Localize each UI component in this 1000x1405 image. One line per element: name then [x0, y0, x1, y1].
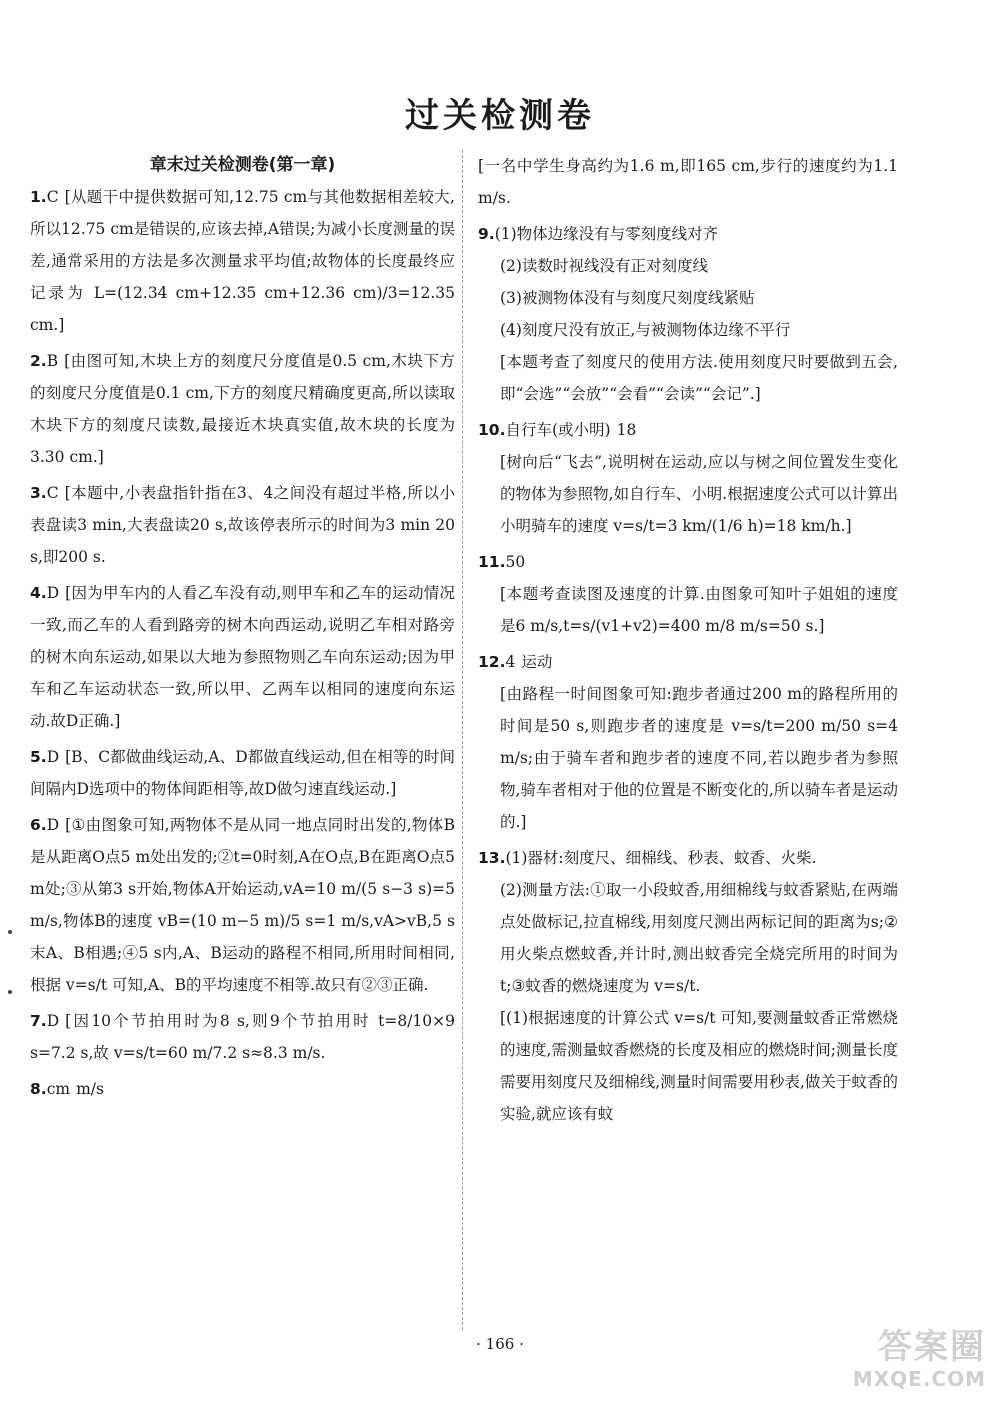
left-answer-list: [30, 181, 455, 1105]
item-number: 4.: [30, 584, 47, 602]
section-title: 章末过关检测卷(第一章): [149, 155, 336, 175]
answer-item: [30, 577, 455, 737]
answer-item: [478, 546, 898, 642]
left-column: [30, 150, 455, 1109]
item-number: 11.: [478, 553, 506, 571]
item-number: 5.: [30, 748, 47, 766]
item-sub-line: (2)测量方法:①取一小段蚊香,用细棉线与蚊香紧贴,在两端点处做标记,拉直棉线,用刻度尺测出两标记间的距离为s;②用火柴点燃蚊香,并计时,测出蚊香完全烧完所用的时间为t;③蚊香的燃烧速度为 v=s/t.: [500, 881, 898, 995]
item-answer: 4: [505, 653, 516, 671]
answer-item: [30, 1005, 455, 1069]
item-answer: D: [46, 1012, 60, 1030]
item-sub-line: (4)刻度尺没有放正,与被测物体边缘不平行: [500, 321, 791, 339]
answer-item: [478, 150, 898, 214]
item-number: 1.: [30, 188, 47, 206]
item-text: [本题中,小表盘指针指在3、4之间没有超过半格,所以小表盘读3 min,大表盘读20 s,故该停表所示的时间为3 min 20 s,即200 s.: [30, 484, 455, 566]
item-number: 12.: [478, 653, 506, 671]
item-text: (1)器材:刻度尺、细棉线、秒表、蚊香、火柴.: [505, 849, 817, 867]
item-text: [一名中学生身高约为1.6 m,即165 cm,步行的速度约为1.1 m/s.: [478, 157, 898, 207]
item-answer: cm: [46, 1080, 71, 1098]
right-column: [478, 150, 898, 1134]
page-number: · 166 ·: [476, 1335, 524, 1353]
item-number: 13.: [478, 849, 506, 867]
item-answer: D: [46, 816, 60, 834]
answer-item: [30, 1073, 455, 1105]
item-answer: C: [46, 188, 59, 206]
item-number: 10.: [478, 421, 506, 439]
item-sub-line: (3)被测物体没有与刻度尺刻度线紧贴: [500, 289, 755, 307]
item-answer: 50: [505, 553, 526, 571]
item-answer: C: [46, 484, 59, 502]
item-explanation: [本题考查读图及速度的计算.由图象可知叶子姐姐的速度是6 m/s,t=s/(v1+v2)=400 m/8 m/s=50 s.]: [500, 585, 898, 635]
item-answer: B: [46, 352, 59, 370]
item-answer: 自行车(或小明): [505, 421, 611, 439]
item-number: 2.: [30, 352, 47, 370]
item-explanation: [(1)根据速度的计算公式 v=s/t 可知,要测量蚊香正常燃烧的速度,需测量蚊香燃烧的长度及相应的燃烧时间;测量长度需要用刻度尺及细棉线,测量时间需要用秒表,做关于蚊香的实验,就应该有蚊: [500, 1009, 898, 1123]
item-number: 7.: [30, 1012, 47, 1030]
item-text: [因为甲车内的人看乙车没有动,则甲车和乙车的运动情况一致,而乙车的人看到路旁的树木向西运动,说明乙车相对路旁的树木向东运动,如果以大地为参照物则乙车向东运动;因为甲车和乙车运动状态一致,所以甲、乙两车以相同的速度向东运动.故D正确.]: [30, 584, 455, 730]
watermark-text-en: MXQE.COM: [852, 1367, 986, 1391]
margin-mark: [8, 990, 12, 994]
item-explanation: [树向后“飞去”,说明树在运动,应以与树之间位置发生变化的物体为参照物,如自行车、小明.根据速度公式可以计算出小明骑车的速度 v=s/t=3 km/(1/6 h)=18 km/h.]: [500, 453, 898, 535]
answer-item: [30, 809, 455, 1001]
answer-item: [30, 477, 455, 573]
item-number: 9.: [478, 225, 495, 243]
item-text: [从题干中提供数据可知,12.75 cm与其他数据相差较大,所以12.75 cm是错误的,应该去掉,A错误;为减小长度测量的误差,通常采用的方法是多次测量求平均值;故物体的长度最终应记录为 L=(12.34 cm+12.35 cm+12.36 cm)/3=12.35 cm.]: [30, 188, 455, 334]
item-text: [因10个节拍用时为8 s,则9个节拍用时 t=8/10×9 s=7.2 s,故 v=s/t=60 m/7.2 s≈8.3 m/s.: [30, 1012, 455, 1062]
answer-item: [478, 414, 898, 542]
item-text: 18: [616, 421, 637, 439]
item-text: (1)物体边缘没有与零刻度线对齐: [494, 225, 719, 243]
watermark-logo: [836, 1327, 986, 1391]
right-answer-list: [478, 150, 898, 1130]
answer-item: [30, 345, 455, 473]
item-answer: D: [46, 748, 60, 766]
answer-item: [478, 842, 898, 1130]
answer-item: [478, 646, 898, 838]
answer-item: [30, 181, 455, 341]
watermark-text-cn: 答案圈: [878, 1327, 986, 1367]
item-number: 6.: [30, 816, 47, 834]
item-text: [由图可知,木块上方的刻度尺分度值是0.5 cm,木块下方的刻度尺分度值是0.1 cm,下方的刻度尺精确度更高,所以读取木块下方的刻度尺读数,最接近木块真实值,故木块的长度为3.30 cm.]: [30, 352, 455, 466]
item-text: m/s: [76, 1080, 104, 1098]
answer-item: [30, 741, 455, 805]
answer-item: [478, 218, 898, 410]
column-divider: [462, 150, 463, 1330]
item-explanation: [本题考查了刻度尺的使用方法.使用刻度尺时要做到五会,即“会选”“会放”“会看”“会读”“会记”.]: [500, 353, 898, 403]
page-title: 过关检测卷: [405, 96, 595, 136]
item-explanation: [由路程一时间图象可知:跑步者通过200 m的路程所用的时间是50 s,则跑步者的速度是 v=s/t=200 m/50 s=4 m/s;由于骑车者和跑步者的速度不同,若以跑步者为参照物,骑车者相对于他的位置是不断变化的,所以骑车者是运动的.]: [500, 685, 898, 831]
item-text: 运动: [521, 653, 553, 671]
item-number: 3.: [30, 484, 47, 502]
item-sub-line: (2)读数时视线没有正对刻度线: [500, 257, 708, 275]
item-number: 8.: [30, 1080, 47, 1098]
item-text: [B、C都做曲线运动,A、D都做直线运动,但在相等的时间间隔内D选项中的物体间距相等,故D做匀速直线运动.]: [30, 748, 455, 798]
margin-mark: [8, 930, 12, 934]
item-text: [①由图象可知,两物体不是从同一地点同时出发的,物体B是从距离O点5 m处出发的;②t=0时刻,A在O点,B在距离O点5 m处;③从第3 s开始,物体A开始运动,vA=10 m/(5 s−3 s)=5 m/s,物体B的速度 vB=(10 m−5 m)/5 s=1 m/s,vA>vB,5 s末A、B相遇;④5 s内,A、B运动的路程不相同,所用时间相同,根据 v=s/t 可知,A、B的平均速度不相等.故只有②③正确.: [30, 816, 455, 994]
item-answer: D: [46, 584, 60, 602]
